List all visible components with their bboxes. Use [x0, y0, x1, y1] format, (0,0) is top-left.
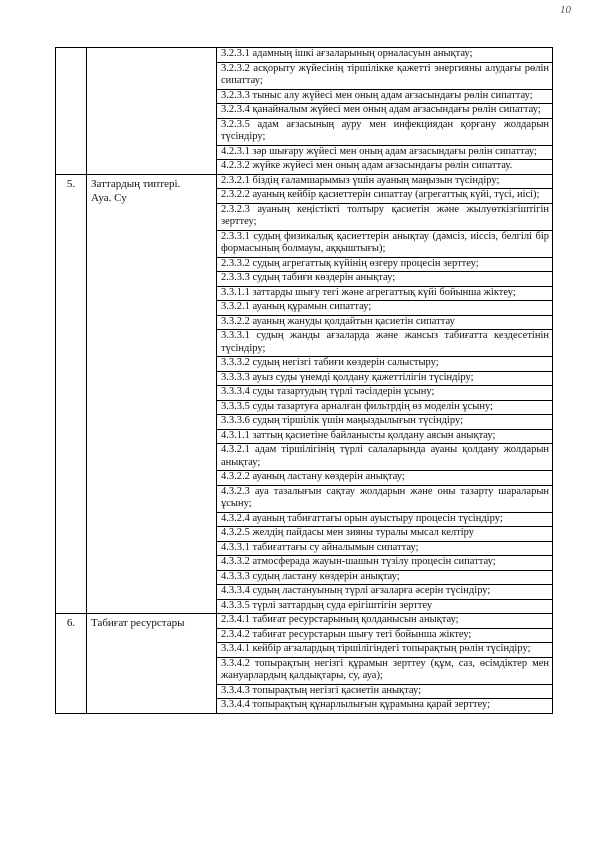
objective-item: 4.3.2.1 адам тіршілігінің түрлі салаларында ауаны қолдану жолдарын анықтау;: [217, 444, 552, 471]
objective-item: 3.3.4.4 топырақтың құнарлылығын құрамына қарай зерттеу;: [221, 699, 491, 710]
objective-item: 2.3.2.2 ауаның кейбір қасиеттерін сипаттау (агрегаттық күйі, түсі, иісі);: [217, 189, 552, 204]
objective-item: 3.2.3.4 қанайналым жүйесі мен оның адам ағзасындағы рөлін сипаттау;: [217, 104, 552, 119]
curriculum-table: [55, 47, 553, 714]
objective-item: 3.3.3.6 судың тіршілік үшін маңыздылығын түсіндіру;: [217, 415, 552, 430]
objective-item: 3.3.4.3 топырақтың негізгі қасиетін анықтау;: [217, 685, 552, 700]
objective-item: 3.3.4.1 кейбір ағзалардың тіршілігіндегі топырақтың рөлін түсіндіру;: [217, 643, 552, 658]
table-row: [56, 614, 553, 714]
page-number: 10: [560, 4, 571, 16]
objective-item: 2.3.2.1 біздің ғаламшарымыз үшін ауаның маңызын түсіндіру;: [217, 175, 552, 190]
topic-cell: [87, 48, 217, 175]
topic-line: Ауа. Су: [91, 191, 127, 204]
objective-item: 2.3.4.1 табиғат ресурстарының қолданысын анықтау;: [217, 614, 552, 629]
row-number: [56, 48, 87, 175]
objective-item: 3.3.3.3 ауыз суды үнемді қолдану қажеттілігін түсіндіру;: [217, 372, 552, 387]
objective-item: 2.3.3.3 судың табиғи көздерін анықтау;: [217, 272, 552, 287]
row-number: 6.: [56, 614, 87, 714]
topic-cell: [87, 614, 217, 714]
objective-item: 4.3.3.5 түрлі заттардың суда ерігіштігін зерттеу: [221, 599, 433, 611]
objectives-cell: [217, 614, 553, 714]
objective-item: 3.2.3.3 тыныс алу жүйесі мен оның адам ағзасындағы рөлін сипаттау;: [217, 90, 552, 105]
topic-cell: [87, 174, 217, 614]
objective-item: 3.2.3.5 адам ағзасының ауру мен инфекциядан қорғану жолдарын түсіндіру;: [217, 119, 552, 146]
objective-item: 3.3.4.2 топырақтың негізгі құрамын зерттеу (құм, саз, өсімдіктер мен жануарлардың қалдықтары, су, ауа);: [217, 658, 552, 685]
objective-item: 4.3.3.1 табиғаттағы су айналымын сипаттау;: [217, 542, 552, 557]
objective-item: 4.3.2.3 ауа тазалығын сақтау жолдарын және оны тазарту шараларын ұсыну;: [217, 486, 552, 513]
topic-line: Табиғат ресурстары: [91, 617, 185, 629]
objective-item: 3.3.3.4 суды тазартудың түрлі тәсілдерін ұсыну;: [217, 386, 552, 401]
objective-item: 3.3.2.1 ауаның құрамын сипаттау;: [217, 301, 552, 316]
objectives-cell: [217, 48, 553, 175]
objective-item: 3.3.3.5 суды тазартуға арналған фильтрдің өз моделін ұсыну;: [217, 401, 552, 416]
objective-item: 3.3.1.1 заттарды шығу тегі және агрегаттық күйі бойынша жіктеу;: [217, 287, 552, 302]
objective-item: 4.3.2.2 ауаның ластану көздерін анықтау;: [217, 471, 552, 486]
objective-item: 4.3.2.4 ауаның табиғаттағы орын ауыстыру процесін түсіндіру;: [217, 513, 552, 528]
objective-item: 4.3.2.5 желдің пайдасы мен зияны туралы мысал келтіру: [217, 527, 552, 542]
objective-item: 4.3.1.1 заттың қасиетіне байланысты қолдану аясын анықтау;: [217, 430, 552, 445]
objective-item: 3.3.3.2 судың негізгі табиғи көздерін салыстыру;: [217, 357, 552, 372]
objective-item: 4.3.3.3 судың ластану көздерін анықтау;: [217, 571, 552, 586]
objective-item: 2.3.3.2 судың агрегаттық күйінің өзгеру процесін зерттеу;: [217, 258, 552, 273]
objective-item: 2.3.2.3 ауаның кеңістікті толтыру қасиетін және жылуөткізгіштігін зерттеу;: [217, 204, 552, 231]
table-row: [56, 48, 553, 175]
objective-item: 3.3.3.1 судың жанды ағзаларда және жансыз табиғатта кездесетінін түсіндіру;: [217, 330, 552, 357]
objective-item: 3.2.3.2 асқорыту жүйесінің тіршілікке қажетті энергияны алудағы рөлін сипаттау;: [217, 63, 552, 90]
objective-item: 4.2.3.2 жүйке жүйесі мен оның адам ағзасындағы рөлін сипаттау.: [221, 160, 513, 171]
objective-item: 4.3.3.2 атмосферада жауын-шашын түзілу процесін сипаттау;: [217, 556, 552, 571]
objective-item: 3.3.2.2 ауаның жануды қолдайтын қасиетін сипаттау: [217, 316, 552, 331]
objective-item: 4.3.3.4 судың ластануының түрлі ағзаларға әсерін түсіндіру;: [217, 585, 552, 600]
table-row: [56, 174, 553, 614]
objective-item: 2.3.3.1 судың физикалық қасиеттерін анықтау (дәмсіз, иіссіз, белгілі бір формасының болмауы, аққыштығы);: [217, 231, 552, 258]
topic-line: Заттардың типтері.: [91, 177, 181, 190]
objective-item: 2.3.4.2 табиғат ресурстарын шығу тегі бойынша жіктеу;: [217, 629, 552, 644]
objective-item: 4.2.3.1 зәр шығару жүйесі мен оның адам ағзасындағы рөлін сипаттау;: [217, 146, 552, 161]
objectives-cell: [217, 174, 553, 614]
row-number: 5.: [56, 174, 87, 614]
objective-item: 3.2.3.1 адамның ішкі ағзаларының орналасуын анықтау;: [217, 48, 552, 63]
